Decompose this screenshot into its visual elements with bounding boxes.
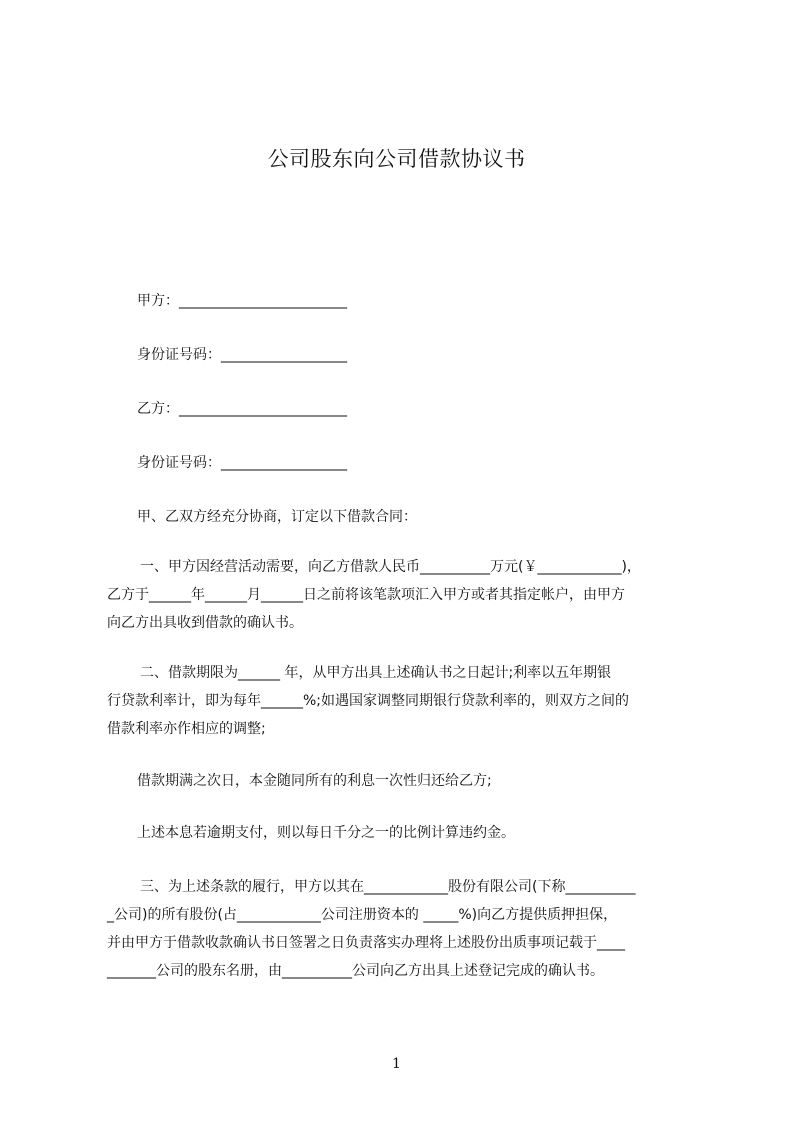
intro-paragraph: 甲、乙双方经充分协商，订定以下借款合同： <box>137 509 417 525</box>
clause2-line: 借款利率亦作相应的调整; <box>107 721 266 737</box>
page-number: 1 <box>392 1056 401 1072</box>
penalty-paragraph: 上述本息若逾期支付，则以每日千分之一的比例计算违约金。 <box>137 825 515 841</box>
clause3-line: 三、为上述条款的履行，甲方以其在____________股份有限公司(下称__________ <box>140 879 636 895</box>
clause2-line: 二、借款期限为______ 年，从甲方出具上述确认书之日起计;利率以五年期银 <box>140 665 612 681</box>
clause1-line: 乙方于______年______月______日之前将该笔款项汇入甲方或者其指定帐户，由甲方 <box>107 587 625 603</box>
clause2-line: 行贷款利率计，即为每年______%;如遇国家调整同期银行贷款利率的，则双方之间的 <box>107 693 630 709</box>
clause1-line: 向乙方出具收到借款的确认书。 <box>107 615 303 631</box>
clause1-line: 一、甲方因经营活动需要，向乙方借款人民币__________万元(￥____________)， <box>140 559 641 575</box>
document-title: 公司股东向公司借款协议书 <box>267 147 526 171</box>
repayment-paragraph: 借款期满之次日，本金随同所有的利息一次性归还给乙方; <box>137 773 492 789</box>
clause3-line: 并由甲方于借款收款确认书日签署之日负责落实办理将上述股份出质事项记载于____ <box>107 935 625 951</box>
clause3-line: _______公司的股东名册，由__________公司向乙方出具上述登记完成的确认书。 <box>107 963 604 979</box>
party-b-id-line: 身份证号码：__________________ <box>137 455 347 471</box>
party-b-line: 乙方：________________________ <box>137 401 347 417</box>
party-a-id-line: 身份证号码：__________________ <box>137 347 347 363</box>
clause3-line: _公司)的所有股份(占____________公司注册资本的 _____%)向乙方提供质押担保， <box>107 907 618 923</box>
party-a-line: 甲方：________________________ <box>137 293 347 309</box>
